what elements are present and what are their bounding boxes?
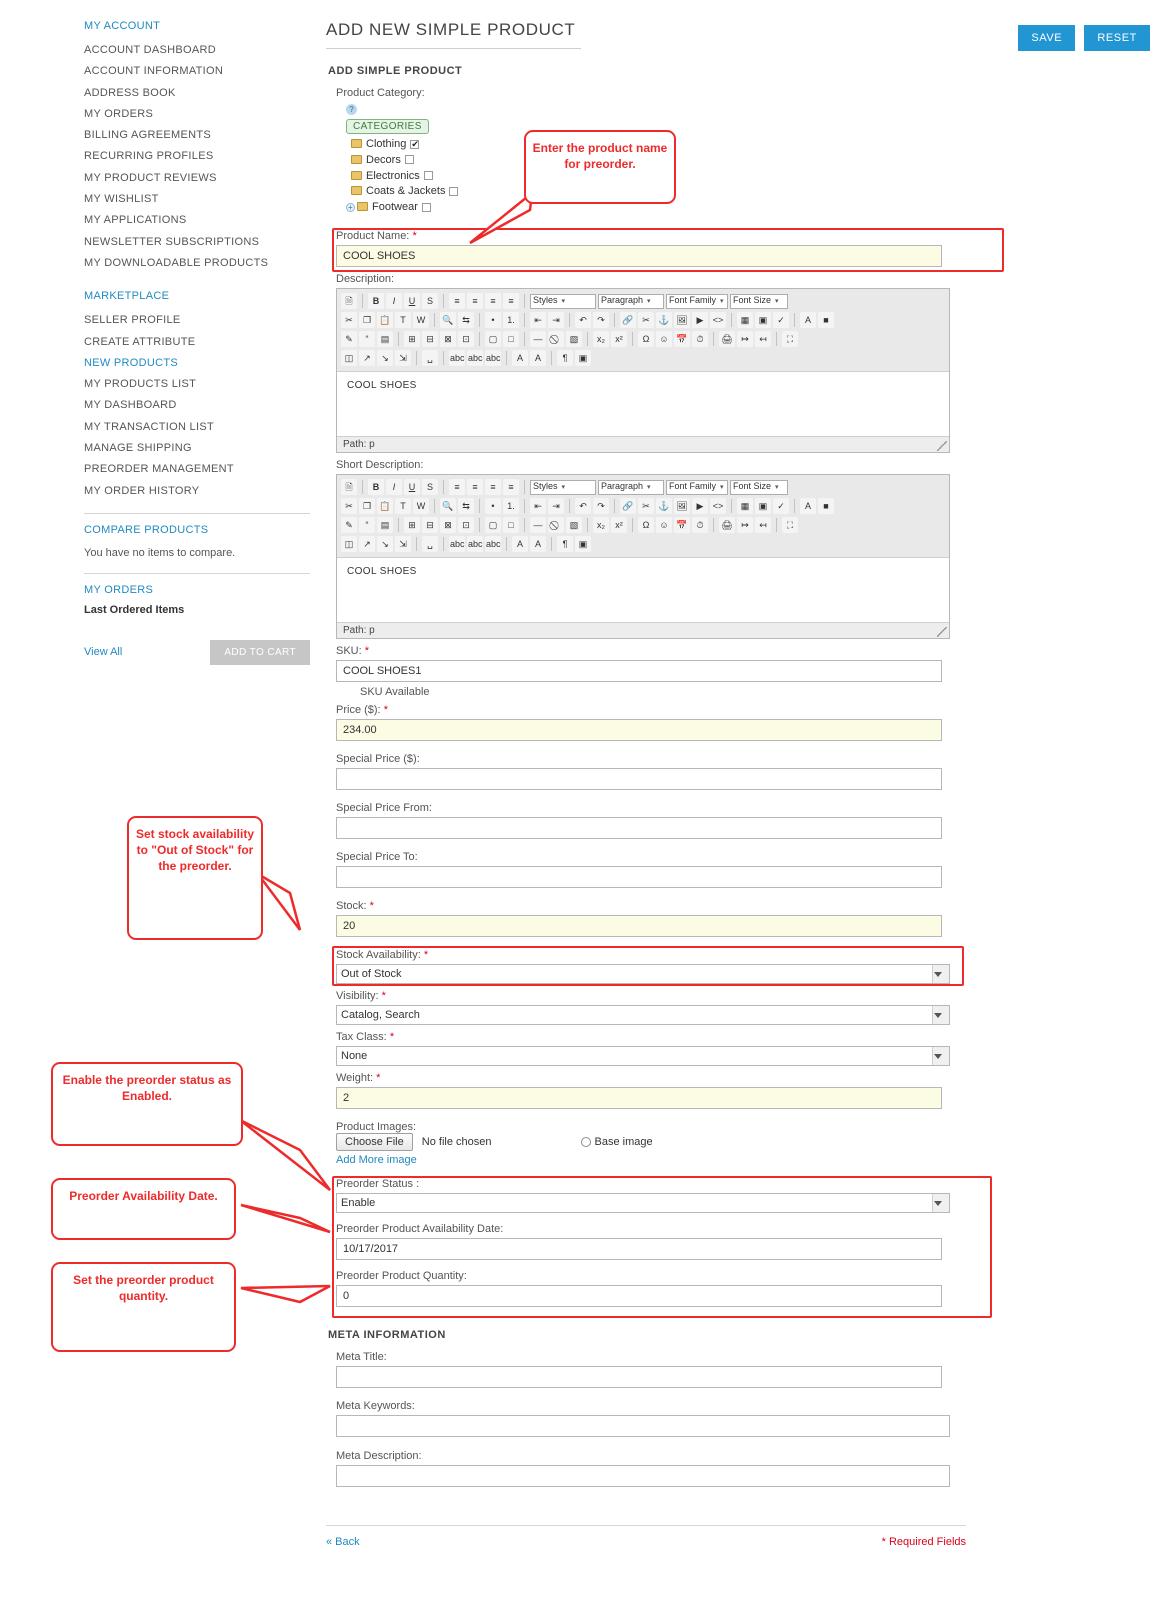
- product-category-label: Product Category:: [336, 87, 425, 99]
- base-image-label: Base image: [594, 1135, 653, 1148]
- undo-icon[interactable]: ↶: [575, 312, 591, 328]
- stock-availability-label: Stock Availability: *: [336, 948, 429, 961]
- base-image-option[interactable]: [581, 1136, 653, 1148]
- insert-row-before-icon[interactable]: ▢: [485, 331, 501, 347]
- indent-icon[interactable]: ⇥: [548, 498, 564, 514]
- compare-empty-note: You have no items to compare.: [84, 546, 236, 559]
- product-name-input[interactable]: [336, 245, 942, 267]
- insert-widget-icon[interactable]: ▣: [575, 536, 591, 552]
- find-icon[interactable]: 🔍: [440, 498, 456, 514]
- category-checkbox[interactable]: [422, 203, 431, 212]
- required-fields-note: * Required Fields: [881, 1536, 966, 1548]
- print-icon[interactable]: 🖨: [719, 331, 735, 347]
- cell-props-icon[interactable]: ⊡: [458, 331, 474, 347]
- help-icon[interactable]: ?: [346, 104, 357, 115]
- resize-grip-icon[interactable]: [937, 627, 947, 637]
- subscript-icon[interactable]: x₂: [593, 331, 609, 347]
- categories-badge: CATEGORIES: [346, 119, 429, 134]
- sidebar-item-my-orders[interactable]: MY ORDERS: [84, 107, 154, 120]
- align-center-icon[interactable]: ≡: [467, 293, 483, 309]
- page-title: ADD NEW SIMPLE PRODUCT: [326, 20, 581, 49]
- category-checkbox[interactable]: [410, 140, 419, 149]
- table-cell-icon[interactable]: ▤: [377, 517, 393, 533]
- short-description-label: Short Description:: [336, 458, 424, 471]
- sidebar-divider-2: [84, 573, 310, 574]
- required-marker: *: [412, 229, 417, 242]
- short-description-editor-path: [337, 622, 949, 638]
- sidebar-item-manage-shipping[interactable]: MANAGE SHIPPING: [84, 442, 192, 455]
- redo-icon[interactable]: ↷: [593, 312, 609, 328]
- ltr-icon[interactable]: ↦: [737, 331, 753, 347]
- meta-title-label: Meta Title:: [336, 1350, 387, 1363]
- tax-class-select[interactable]: [336, 1046, 950, 1066]
- replace-icon[interactable]: ⇆: [458, 312, 474, 328]
- required-marker: *: [376, 1071, 381, 1084]
- outdent-icon[interactable]: ⇤: [530, 498, 546, 514]
- sidebar: [84, 20, 314, 665]
- annotation-product-name: Enter the product name for preorder.: [524, 130, 676, 204]
- sidebar-heading-marketplace: MARKETPLACE: [84, 290, 170, 303]
- html-icon[interactable]: <>: [710, 498, 726, 514]
- category-checkbox[interactable]: [405, 155, 414, 164]
- move-forward-icon[interactable]: ↗: [359, 350, 375, 366]
- styles-select[interactable]: Styles ▾: [530, 294, 596, 309]
- styles-select[interactable]: Styles ▾: [530, 480, 596, 495]
- form-fields: [326, 87, 966, 1307]
- sidebar-item-my-product-reviews[interactable]: MY PRODUCT REVIEWS: [84, 171, 217, 184]
- undo-icon[interactable]: ↶: [575, 498, 591, 514]
- special-price-from-label: Special Price From:: [336, 801, 432, 814]
- outdent-icon[interactable]: ⇤: [530, 312, 546, 328]
- redo-icon[interactable]: ↷: [593, 498, 609, 514]
- row-props-icon[interactable]: ⊠: [440, 517, 456, 533]
- align-right-icon[interactable]: ≡: [485, 479, 501, 495]
- special-price-to-input[interactable]: [336, 866, 942, 888]
- strikethrough-icon[interactable]: S: [422, 293, 438, 309]
- absolute-position-icon[interactable]: ⇲: [395, 350, 411, 366]
- insert-nonbreaking-space-icon[interactable]: ␣: [422, 350, 438, 366]
- underline-icon[interactable]: U: [404, 479, 420, 495]
- meta-title-input[interactable]: [336, 1366, 942, 1388]
- horizontal-rule-icon[interactable]: —: [530, 331, 546, 347]
- weight-input[interactable]: [336, 1087, 942, 1109]
- insert-date-icon[interactable]: 📅: [674, 331, 690, 347]
- paste-word-icon[interactable]: W: [413, 498, 429, 514]
- superscript-icon[interactable]: x²: [611, 331, 627, 347]
- folder-icon: [351, 139, 362, 148]
- acronym-icon[interactable]: abc: [467, 350, 483, 366]
- merge-cells-icon[interactable]: ⊞: [404, 517, 420, 533]
- sidebar-item-address-book[interactable]: ADDRESS BOOK: [84, 86, 176, 99]
- special-price-input[interactable]: [336, 768, 942, 790]
- move-backward-icon[interactable]: ↘: [377, 536, 393, 552]
- folder-icon: [351, 155, 362, 164]
- sidebar-item-create-attribute[interactable]: CREATE ATTRIBUTE: [84, 335, 196, 348]
- main-content: [326, 20, 1137, 1490]
- absolute-position-icon[interactable]: ⇲: [395, 536, 411, 552]
- category-label: Clothing: [366, 138, 407, 150]
- insert-layer-icon[interactable]: ◫: [341, 536, 357, 552]
- acronym-icon[interactable]: abc: [467, 536, 483, 552]
- cite-icon[interactable]: abc: [485, 350, 501, 366]
- find-icon[interactable]: 🔍: [440, 312, 456, 328]
- paste-text-icon[interactable]: T: [395, 312, 411, 328]
- media-icon[interactable]: ▶: [692, 312, 708, 328]
- sidebar-item-my-downloadable-products[interactable]: MY DOWNLOADABLE PRODUCTS: [84, 256, 269, 269]
- stock-availability-select[interactable]: [336, 964, 950, 984]
- text-color-icon[interactable]: A: [800, 312, 816, 328]
- category-label: Footwear: [372, 201, 418, 214]
- visual-aid-icon[interactable]: ▧: [566, 517, 582, 533]
- abbr-icon[interactable]: abc: [449, 350, 465, 366]
- align-left-icon[interactable]: ≡: [449, 479, 465, 495]
- bold-icon[interactable]: B: [368, 479, 384, 495]
- preorder-date-input[interactable]: [336, 1238, 942, 1260]
- insert-row-after-icon[interactable]: □: [503, 517, 519, 533]
- remove-format-icon[interactable]: [548, 517, 564, 533]
- required-marker: *: [383, 703, 388, 716]
- spellcheck-icon[interactable]: ✓: [773, 312, 789, 328]
- new-document-icon[interactable]: 🗎: [341, 479, 357, 495]
- superscript-icon[interactable]: x²: [611, 517, 627, 533]
- html-icon[interactable]: <>: [710, 312, 726, 328]
- paste-text-icon[interactable]: T: [395, 498, 411, 514]
- sidebar-item-preorder-management[interactable]: PREORDER MANAGEMENT: [84, 463, 234, 476]
- replace-icon[interactable]: ⇆: [458, 498, 474, 514]
- move-forward-icon[interactable]: ↗: [359, 536, 375, 552]
- table-row-icon[interactable]: ▣: [755, 498, 771, 514]
- sidebar-heading-my-orders: MY ORDERS: [84, 583, 154, 596]
- short-description-editor-toolbar[interactable]: [337, 475, 949, 558]
- base-image-radio[interactable]: [581, 1137, 591, 1147]
- sidebar-item-my-applications[interactable]: MY APPLICATIONS: [84, 214, 187, 227]
- annotation-preorder-quantity: Set the preorder product quantity.: [51, 1262, 236, 1352]
- merge-cells-icon[interactable]: ⊞: [404, 331, 420, 347]
- special-price-label: Special Price ($):: [336, 752, 420, 765]
- table-icon[interactable]: ▦: [737, 312, 753, 328]
- cut-icon[interactable]: ✂: [341, 498, 357, 514]
- media-icon[interactable]: ▶: [692, 498, 708, 514]
- add-more-image-link[interactable]: Add More image: [336, 1153, 417, 1166]
- folder-icon: [351, 171, 362, 180]
- last-ordered-items-label: Last Ordered Items: [84, 603, 185, 616]
- blockquote-icon[interactable]: “: [359, 517, 375, 533]
- insert-time-icon[interactable]: ⏱: [692, 331, 708, 347]
- sidebar-item-my-dashboard[interactable]: MY DASHBOARD: [84, 399, 177, 412]
- meta-description-textarea[interactable]: [336, 1465, 950, 1487]
- stock-input[interactable]: [336, 915, 942, 937]
- link-icon[interactable]: 🔗: [620, 498, 636, 514]
- new-document-icon[interactable]: 🗎: [341, 293, 357, 309]
- category-label: Coats & Jackets: [366, 185, 446, 198]
- cut-icon[interactable]: ✂: [341, 312, 357, 328]
- insert-time-icon[interactable]: ⏱: [692, 517, 708, 533]
- add-to-cart-button[interactable]: ADD TO CART: [210, 640, 310, 665]
- file-name-text: No file chosen: [421, 1135, 492, 1148]
- align-center-icon[interactable]: ≡: [467, 479, 483, 495]
- description-editor-toolbar[interactable]: [337, 289, 949, 372]
- required-marker: *: [423, 948, 429, 961]
- sidebar-item-account-dashboard[interactable]: ACCOUNT DASHBOARD: [84, 44, 217, 56]
- product-name-label: Product Name: *: [336, 229, 417, 242]
- folder-icon: [357, 202, 368, 211]
- description-editor-path: [337, 436, 949, 452]
- sidebar-item-recurring-profiles[interactable]: RECURRING PROFILES: [84, 150, 214, 163]
- bullet-list-icon[interactable]: •: [485, 312, 501, 328]
- special-price-from-input[interactable]: [336, 817, 942, 839]
- align-justify-icon[interactable]: ≡: [503, 293, 519, 309]
- insert-layer-icon[interactable]: ◫: [341, 350, 357, 366]
- background-color-icon[interactable]: ■: [818, 312, 834, 328]
- path-text: Path: p: [343, 624, 375, 636]
- image-icon[interactable]: 🖼: [674, 498, 690, 514]
- required-marker: *: [381, 989, 386, 1002]
- increase-font-icon[interactable]: A: [530, 350, 546, 366]
- footer: [326, 1525, 966, 1548]
- expand-plus-icon[interactable]: +: [346, 203, 355, 212]
- edit-icon[interactable]: ✎: [341, 331, 357, 347]
- blockquote-icon[interactable]: “: [359, 331, 375, 347]
- unlink-icon[interactable]: ✂: [638, 312, 654, 328]
- stock-label: Stock: *: [336, 899, 374, 912]
- required-marker: *: [389, 1030, 395, 1043]
- font-size-select[interactable]: Font Size ▾: [730, 294, 788, 309]
- numbered-list-icon[interactable]: 1.: [503, 312, 519, 328]
- font-size-select[interactable]: Font Size ▾: [730, 480, 788, 495]
- sidebar-item-account-information[interactable]: ACCOUNT INFORMATION: [84, 65, 224, 78]
- horizontal-rule-icon[interactable]: —: [530, 517, 546, 533]
- sidebar-item-seller-profile[interactable]: SELLER PROFILE: [84, 314, 181, 327]
- price-label: Price ($): *: [336, 703, 388, 716]
- text-color-icon[interactable]: A: [800, 498, 816, 514]
- align-left-icon[interactable]: ≡: [449, 293, 465, 309]
- background-color-icon[interactable]: ■: [818, 498, 834, 514]
- category-checkbox[interactable]: [424, 171, 433, 180]
- split-cells-icon[interactable]: ⊟: [422, 517, 438, 533]
- table-cell-icon[interactable]: ▤: [377, 331, 393, 347]
- preorder-status-select[interactable]: [336, 1193, 950, 1213]
- description-editor[interactable]: [336, 288, 950, 453]
- sidebar-divider-1: [84, 513, 310, 514]
- show-invisible-icon[interactable]: ¶: [557, 536, 573, 552]
- annotation-preorder-status: Enable the preorder status as Enabled.: [51, 1062, 243, 1146]
- special-price-to-label: Special Price To:: [336, 850, 418, 863]
- category-label: Decors: [366, 153, 401, 166]
- sidebar-item-new-products[interactable]: NEW PRODUCTS: [84, 356, 179, 369]
- paragraph-select[interactable]: Paragraph ▾: [598, 294, 664, 309]
- top-actions: [1012, 25, 1150, 51]
- sidebar-item-my-transaction-list[interactable]: MY TRANSACTION LIST: [84, 420, 214, 433]
- indent-icon[interactable]: ⇥: [548, 312, 564, 328]
- emoticon-icon[interactable]: ☺: [656, 517, 672, 533]
- link-icon[interactable]: 🔗: [620, 312, 636, 328]
- paragraph-select[interactable]: Paragraph ▾: [598, 480, 664, 495]
- sidebar-item-my-products-list[interactable]: MY PRODUCTS LIST: [84, 378, 197, 391]
- abbr-icon[interactable]: abc: [449, 536, 465, 552]
- meta-fields: [326, 1351, 966, 1490]
- font-family-select[interactable]: Font Family ▾: [666, 294, 728, 309]
- reset-button[interactable]: RESET: [1084, 25, 1150, 51]
- visibility-select[interactable]: [336, 1005, 950, 1025]
- decrease-font-icon[interactable]: A: [512, 350, 528, 366]
- row-props-icon[interactable]: ⊠: [440, 331, 456, 347]
- sidebar-heading-my-account: MY ACCOUNT: [84, 20, 161, 32]
- italic-icon[interactable]: I: [386, 479, 402, 495]
- product-images-label: Product Images:: [336, 1120, 417, 1133]
- sidebar-item-newsletter-subscriptions[interactable]: NEWSLETTER SUBSCRIPTIONS: [84, 235, 260, 248]
- anchor-icon[interactable]: ⚓: [656, 498, 672, 514]
- cell-props-icon[interactable]: ⊡: [458, 517, 474, 533]
- visual-aid-icon[interactable]: ▧: [566, 331, 582, 347]
- insert-row-before-icon[interactable]: ▢: [485, 517, 501, 533]
- description-editor-body[interactable]: COOL SHOES: [347, 379, 417, 391]
- decrease-font-icon[interactable]: A: [512, 536, 528, 552]
- sku-input[interactable]: [336, 660, 942, 682]
- meta-keywords-label: Meta Keywords:: [336, 1399, 415, 1412]
- emoticon-icon[interactable]: ☺: [656, 331, 672, 347]
- preorder-quantity-input[interactable]: [336, 1285, 942, 1307]
- italic-icon[interactable]: I: [386, 293, 402, 309]
- bullet-list-icon[interactable]: •: [485, 498, 501, 514]
- special-character-icon[interactable]: Ω: [638, 517, 654, 533]
- increase-font-icon[interactable]: A: [530, 536, 546, 552]
- choose-file-button[interactable]: Choose File: [336, 1133, 413, 1151]
- meta-description-label: Meta Description:: [336, 1449, 422, 1462]
- sku-label: SKU: *: [336, 644, 370, 657]
- annotation-stock-availability: Set stock availability to "Out of Stock" for the preorder.: [127, 816, 263, 940]
- fullscreen-icon[interactable]: ⛶: [782, 517, 798, 533]
- table-row-icon[interactable]: ▣: [755, 312, 771, 328]
- paste-icon[interactable]: 📋: [377, 312, 393, 328]
- path-text: Path: p: [343, 438, 375, 450]
- file-upload-row: [336, 1136, 966, 1148]
- preorder-status-label: Preorder Status :: [336, 1177, 420, 1190]
- underline-icon[interactable]: U: [404, 293, 420, 309]
- fullscreen-icon[interactable]: ⛶: [782, 331, 798, 347]
- copy-icon[interactable]: ❐: [359, 312, 375, 328]
- short-description-editor-body[interactable]: COOL SHOES: [347, 565, 417, 577]
- edit-icon[interactable]: ✎: [341, 517, 357, 533]
- resize-grip-icon[interactable]: [937, 441, 947, 451]
- weight-label: Weight: *: [336, 1071, 381, 1084]
- insert-nonbreaking-space-icon[interactable]: ␣: [422, 536, 438, 552]
- anchor-icon[interactable]: ⚓: [656, 312, 672, 328]
- special-character-icon[interactable]: Ω: [638, 331, 654, 347]
- sidebar-item-my-order-history[interactable]: MY ORDER HISTORY: [84, 484, 200, 497]
- spellcheck-icon[interactable]: ✓: [773, 498, 789, 514]
- sidebar-item-billing-agreements[interactable]: BILLING AGREEMENTS: [84, 129, 212, 142]
- align-right-icon[interactable]: ≡: [485, 293, 501, 309]
- paste-icon[interactable]: 📋: [377, 498, 393, 514]
- sidebar-item-my-wishlist[interactable]: MY WISHLIST: [84, 193, 159, 206]
- split-cells-icon[interactable]: ⊟: [422, 331, 438, 347]
- folder-icon: [351, 186, 362, 195]
- image-icon[interactable]: 🖼: [674, 312, 690, 328]
- cite-icon[interactable]: abc: [485, 536, 501, 552]
- print-icon[interactable]: 🖨: [719, 517, 735, 533]
- sku-availability-status: SKU Available: [360, 685, 430, 698]
- section-add-simple-product: ADD SIMPLE PRODUCT: [328, 65, 463, 77]
- rtl-icon[interactable]: ↤: [755, 331, 771, 347]
- rtl-icon[interactable]: ↤: [755, 517, 771, 533]
- tax-class-label: Tax Class: *: [336, 1030, 395, 1043]
- preorder-quantity-label: Preorder Product Quantity:: [336, 1269, 467, 1282]
- copy-icon[interactable]: ❐: [359, 498, 375, 514]
- description-label: Description:: [336, 272, 395, 285]
- annotation-preorder-date: Preorder Availability Date.: [51, 1178, 236, 1240]
- table-icon[interactable]: ▦: [737, 498, 753, 514]
- back-link[interactable]: « Back: [326, 1536, 360, 1548]
- font-family-select[interactable]: Font Family ▾: [666, 480, 728, 495]
- price-input[interactable]: [336, 719, 942, 741]
- ltr-icon[interactable]: ↦: [737, 517, 753, 533]
- visibility-label: Visibility: *: [336, 989, 386, 1002]
- required-marker: *: [364, 644, 370, 657]
- short-description-editor[interactable]: [336, 474, 950, 639]
- align-justify-icon[interactable]: ≡: [503, 479, 519, 495]
- paste-word-icon[interactable]: W: [413, 312, 429, 328]
- save-button[interactable]: SAVE: [1018, 25, 1075, 51]
- bold-icon[interactable]: B: [368, 293, 384, 309]
- preorder-date-label: Preorder Product Availability Date:: [336, 1222, 504, 1235]
- category-label: Electronics: [366, 169, 420, 182]
- strikethrough-icon[interactable]: S: [422, 479, 438, 495]
- insert-date-icon[interactable]: 📅: [674, 517, 690, 533]
- view-all-link[interactable]: View All: [84, 646, 123, 659]
- unlink-icon[interactable]: ✂: [638, 498, 654, 514]
- remove-format-icon[interactable]: [548, 331, 564, 347]
- show-invisible-icon[interactable]: ¶: [557, 350, 573, 366]
- insert-widget-icon[interactable]: ▣: [575, 350, 591, 366]
- meta-keywords-textarea[interactable]: [336, 1415, 950, 1437]
- section-meta-information: META INFORMATION: [328, 1328, 446, 1341]
- required-marker: *: [369, 899, 374, 912]
- move-backward-icon[interactable]: ↘: [377, 350, 393, 366]
- sidebar-heading-compare-products: COMPARE PRODUCTS: [84, 523, 209, 536]
- numbered-list-icon[interactable]: 1.: [503, 498, 519, 514]
- category-checkbox[interactable]: [449, 187, 458, 196]
- insert-row-after-icon[interactable]: □: [503, 331, 519, 347]
- subscript-icon[interactable]: x₂: [593, 517, 609, 533]
